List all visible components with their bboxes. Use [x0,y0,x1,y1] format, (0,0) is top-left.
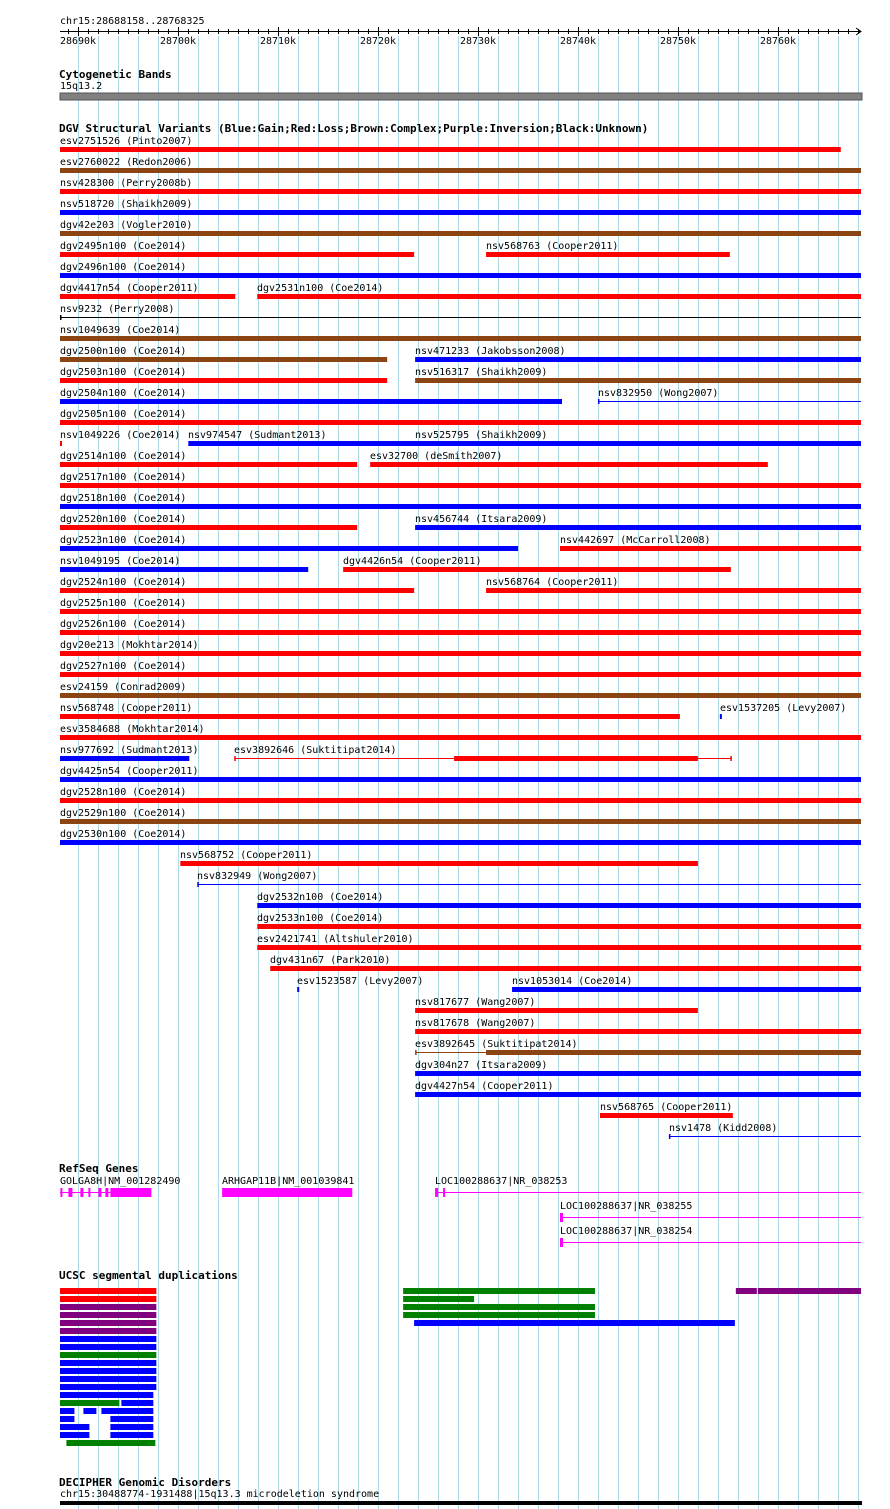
refseq-gene[interactable] [560,1201,861,1222]
segdup-block[interactable] [60,1328,156,1334]
dgv-variant-bar [60,336,861,341]
dgv-variant-label: dgv4426n54 (Cooper2011) [343,556,482,567]
dgv-variant-end [60,315,62,320]
dgv-variant[interactable] [60,745,198,761]
dgv-variant[interactable] [60,220,861,236]
dgv-variant-bar [720,714,722,719]
refseq-exon [435,1188,438,1197]
dgv-variant-bar [415,378,861,383]
dgv-variant-label: nsv1049195 (Coe2014) [60,556,181,567]
dgv-variant-bar [60,273,861,278]
dgv-variant-bar [415,1071,861,1076]
dgv-variant[interactable] [60,829,861,845]
dgv-variant-label: dgv431n67 (Park2010) [270,955,391,966]
dgv-variant[interactable] [343,556,731,572]
dgv-variant-bar [454,756,698,761]
decipher-feature-bar[interactable] [60,1501,862,1505]
dgv-variant-end [598,399,600,404]
refseq-gene-label: LOC100288637|NR_038254 [560,1226,693,1237]
dgv-variant-bar [257,945,861,950]
segdup-block[interactable] [60,1424,89,1430]
dgv-variant-bar [60,252,414,257]
dgv-variant-label: nsv442697 (McCarroll2008) [560,535,711,546]
segdup-block[interactable] [60,1320,156,1326]
dgv-variant[interactable] [60,451,357,467]
refseq-exon [88,1188,90,1197]
dgv-variant-bar [415,1092,861,1097]
dgv-variant[interactable] [60,808,861,824]
dgv-variant-label: dgv2526n100 (Coe2014) [60,619,187,630]
segdup-block[interactable] [110,1416,153,1422]
refseq-intron-line [560,1242,861,1243]
dgv-variant-label: dgv2503n100 (Coe2014) [60,367,187,378]
cytoband-track-title: Cytogenetic Bands [59,68,172,81]
ruler-tick-label: 28760k [759,36,797,47]
dgv-variant-bar [60,630,861,635]
dgv-variant-bar [60,840,861,845]
dgv-variant-bar [180,861,698,866]
dgv-variant-bar [600,1113,733,1118]
dgv-variant-label: dgv4425n54 (Cooper2011) [60,766,199,777]
dgv-variant-bar [60,399,562,404]
refseq-exon [105,1188,108,1197]
cytoband-label: 15q13.2 [60,81,103,92]
dgv-variant[interactable] [669,1123,861,1139]
dgv-variant-label: nsv1049639 (Coe2014) [60,325,181,336]
segdup-track-title: UCSC segmental duplications [59,1269,238,1282]
dgv-variant-bar [60,588,414,593]
dgv-variant-bar [60,798,861,803]
ruler-tick-label: 28690k [59,36,97,47]
refseq-gene[interactable] [560,1226,861,1247]
dgv-variant-bar [486,1050,861,1055]
dgv-track-title: DGV Structural Variants (Blue:Gain;Red:Loss;Brown:Complex;Purple:Inversion;Black:Unknown) [59,122,649,135]
dgv-variant[interactable] [370,451,768,467]
segdup-block[interactable] [101,1408,153,1414]
decipher-track[interactable] [59,1476,862,1505]
dgv-variant[interactable] [415,997,698,1013]
dgv-variant-bar [343,567,731,572]
dgv-variant-end [730,756,732,761]
dgv-variant-label: dgv2524n100 (Coe2014) [60,577,187,588]
dgv-variant-label: dgv2529n100 (Coe2014) [60,808,187,819]
dgv-variant-label: esv2421741 (Altshuler2010) [257,934,414,945]
dgv-variant[interactable] [60,199,861,215]
segdup-block[interactable] [60,1376,156,1382]
ruler-tick-label: 28740k [559,36,597,47]
dgv-variant[interactable] [197,871,861,887]
refseq-gene-label: LOC100288637|NR_038253 [435,1176,568,1187]
dgv-variant-bar [370,462,768,467]
segdup-block[interactable] [60,1288,156,1294]
dgv-variant-label: nsv1049226 (Coe2014) [60,430,181,441]
dgv-variant-bar [669,1136,861,1137]
segdup-block[interactable] [60,1400,119,1406]
segdup-block[interactable] [60,1392,153,1398]
dgv-variant-label: nsv525795 (Shaikh2009) [415,430,548,441]
dgv-variant-label: dgv2495n100 (Coe2014) [60,241,187,252]
refseq-gene[interactable] [222,1176,354,1197]
segdup-block[interactable] [121,1400,153,1406]
dgv-variant-bar [60,210,861,215]
dgv-variant[interactable] [60,766,861,782]
dgv-variant-bar [415,441,861,446]
dgv-variant-label: nsv568765 (Cooper2011) [600,1102,733,1113]
dgv-variant[interactable] [598,388,861,404]
segdup-block[interactable] [66,1440,155,1446]
dgv-variant-label: nsv568763 (Cooper2011) [486,241,619,252]
dgv-variant[interactable] [60,178,861,194]
dgv-variant-label: dgv4427n54 (Cooper2011) [415,1081,554,1092]
segdup-block[interactable] [60,1384,156,1390]
refseq-gene-label: ARHGAP11B|NM_001039841 [222,1176,355,1187]
dgv-variant-label: dgv2527n100 (Coe2014) [60,661,187,672]
segdup-block[interactable] [403,1288,595,1294]
dgv-variant-label: nsv428300 (Perry2008b) [60,178,193,189]
dgv-variant-label: dgv2517n100 (Coe2014) [60,472,187,483]
dgv-variant-bar [197,884,861,885]
dgv-variant-bar [270,966,861,971]
segdup-block[interactable] [60,1304,156,1310]
dgv-variant-label: dgv2514n100 (Coe2014) [60,451,187,462]
dgv-variant-label: dgv42e203 (Vogler2010) [60,220,193,231]
refseq-intron-line [435,1192,861,1193]
dgv-variant[interactable] [60,640,861,656]
segdup-block[interactable] [736,1288,757,1294]
dgv-variant-label: dgv2496n100 (Coe2014) [60,262,187,273]
refseq-cds [222,1188,352,1197]
dgv-variant-end [415,1050,417,1055]
dgv-variant-bar [60,462,357,467]
dgv-variant-label: nsv568764 (Cooper2011) [486,577,619,588]
dgv-variant-bar [415,1008,698,1013]
dgv-variant-bar [60,735,861,740]
dgv-variant[interactable] [60,136,841,152]
segdup-block[interactable] [60,1336,156,1342]
dgv-variant-label: dgv2518n100 (Coe2014) [60,493,187,504]
refseq-track-title: RefSeq Genes [59,1162,139,1175]
decipher-track-title: DECIPHER Genomic Disorders [59,1476,232,1489]
dgv-variant-bar [60,441,62,446]
dgv-variant-bar [60,819,861,824]
dgv-variant-bar [415,1029,861,1034]
segdup-block[interactable] [83,1408,96,1414]
ruler-tick-label: 28700k [159,36,197,47]
refseq-exon [80,1188,83,1197]
dgv-variant-bar [60,294,235,299]
dgv-variant[interactable] [60,661,861,677]
dgv-variant[interactable] [60,535,518,551]
segdup-block[interactable] [60,1296,156,1302]
dgv-variant-bar [60,189,861,194]
dgv-variant-label: dgv2504n100 (Coe2014) [60,388,187,399]
dgv-variant-label: dgv2523n100 (Coe2014) [60,535,187,546]
refseq-exon [68,1188,72,1197]
dgv-variant-label: dgv2505n100 (Coe2014) [60,409,187,420]
dgv-variant-label: nsv568752 (Cooper2011) [180,850,313,861]
dgv-variant-bar [415,357,861,362]
dgv-variant-label: esv24159 (Conrad2009) [60,682,187,693]
dgv-variant-bar [297,987,299,992]
dgv-variant-label: nsv974547 (Sudmant2013) [188,430,327,441]
dgv-variant-bar [60,546,518,551]
segdup-block[interactable] [60,1344,156,1350]
refseq-genes-track[interactable] [59,1162,861,1247]
refseq-intron-line [560,1217,861,1218]
dgv-variant[interactable] [486,577,861,593]
dgv-variant-bar [60,777,861,782]
dgv-variant-label: dgv304n27 (Itsara2009) [415,1060,548,1071]
segdup-block[interactable] [60,1312,156,1318]
segdup-block[interactable] [110,1424,153,1430]
refseq-gene-label: LOC100288637|NR_038255 [560,1201,693,1212]
dgv-variant[interactable] [60,577,414,593]
dgv-variant-bar [60,168,861,173]
dgv-variant-label: esv3584688 (Mokhtar2014) [60,724,205,735]
dgv-variant-bar [60,672,861,677]
dgv-variant-end [197,882,199,887]
dgv-variant[interactable] [60,703,680,719]
dgv-variant[interactable] [60,241,414,257]
segdup-block[interactable] [403,1296,474,1302]
segdup-block[interactable] [403,1312,595,1318]
dgv-variant[interactable] [60,325,861,341]
dgv-variant-label: dgv2532n100 (Coe2014) [257,892,384,903]
dgv-variant-end [669,1134,671,1139]
position-label: chr15:28688158..28768325 [60,16,205,27]
dgv-variant-bar [486,252,730,257]
dgv-variant-bar [415,525,861,530]
dgv-track[interactable] [59,122,861,1139]
dgv-variant-bar [60,504,861,509]
ruler-tick-label: 28710k [259,36,297,47]
dgv-variant-bar [60,567,308,572]
dgv-variant[interactable] [60,724,861,740]
dgv-variant[interactable] [600,1102,733,1118]
dgv-variant-label: nsv1053014 (Coe2014) [512,976,633,987]
dgv-variant-bar [257,924,861,929]
dgv-variant-label: esv2751526 (Pinto2007) [60,136,193,147]
dgv-variant[interactable] [60,157,861,173]
ruler-tick-label: 28720k [359,36,397,47]
dgv-variant-bar [60,357,387,362]
dgv-variant[interactable] [560,535,861,551]
segdup-block[interactable] [403,1304,595,1310]
dgv-variant-label: nsv832950 (Wong2007) [598,388,719,399]
dgv-variant-label: dgv2531n100 (Coe2014) [257,283,384,294]
segdup-block[interactable] [110,1432,153,1438]
dgv-variant-label: nsv1478 (Kidd2008) [669,1123,778,1134]
dgv-variant-bar [60,714,680,719]
dgv-variant[interactable] [512,976,861,992]
dgv-variant[interactable] [60,514,357,530]
dgv-variant-label: nsv568748 (Cooper2011) [60,703,193,714]
segdup-track[interactable] [59,1269,861,1446]
dgv-variant-bar [60,609,861,614]
segdup-block[interactable] [60,1408,74,1414]
dgv-variant-label: esv1523587 (Levy2007) [297,976,424,987]
dgv-variant-label: dgv2528n100 (Coe2014) [60,787,187,798]
dgv-variant-label: nsv817678 (Wang2007) [415,1018,536,1029]
dgv-variant[interactable] [60,388,562,404]
dgv-variant-bar [257,294,861,299]
dgv-variant-bar [60,483,861,488]
dgv-variant-bar [257,903,861,908]
dgv-variant[interactable] [60,682,861,698]
segdup-block[interactable] [414,1320,735,1326]
dgv-variant-bar [60,231,861,236]
refseq-exon [560,1213,563,1222]
dgv-variant-label: nsv977692 (Sudmant2013) [60,745,199,756]
dgv-variant-bar [598,401,861,402]
segdup-block[interactable] [60,1368,156,1374]
dgv-variant[interactable] [60,472,861,488]
dgv-variant-label: nsv518720 (Shaikh2009) [60,199,193,210]
dgv-variant-label: nsv832949 (Wong2007) [197,871,318,882]
dgv-variant-label: esv1537205 (Levy2007) [720,703,847,714]
decipher-feature-label: chr15:30488774-1931488|15q13.3 microdeletion syndrome [60,1489,380,1500]
dgv-variant[interactable] [234,745,732,761]
dgv-variant-bar [60,317,861,318]
segdup-block[interactable] [60,1352,156,1358]
dgv-variant-label: dgv20e213 (Mokhtar2014) [60,640,199,651]
dgv-variant-label: nsv471233 (Jakobsson2008) [415,346,566,357]
dgv-variant-label: dgv4417n54 (Cooper2011) [60,283,199,294]
refseq-exon [560,1238,563,1247]
dgv-variant-bar [512,987,861,992]
dgv-variant-bar [60,693,861,698]
dgv-variant-bar [560,546,861,551]
dgv-variant[interactable] [60,556,308,572]
dgv-variant-label: dgv2500n100 (Coe2014) [60,346,187,357]
cytoband-15q13-2[interactable] [60,93,862,100]
dgv-variant-label: dgv2530n100 (Coe2014) [60,829,187,840]
dgv-variant-label: nsv456744 (Itsara2009) [415,514,548,525]
dgv-variant[interactable] [486,241,730,257]
dgv-variant-label: dgv2533n100 (Coe2014) [257,913,384,924]
dgv-variant-end [234,756,236,761]
refseq-cds [110,1188,151,1197]
dgv-variant-bar [60,525,357,530]
dgv-variant-label: esv2760022 (Redon2006) [60,157,193,168]
dgv-variant-label: dgv2525n100 (Coe2014) [60,598,187,609]
dgv-variant[interactable] [297,976,423,992]
position-ruler [60,16,861,47]
dgv-variant-label: nsv516317 (Shaikh2009) [415,367,548,378]
segdup-block[interactable] [60,1416,74,1422]
dgv-variant-label: nsv817677 (Wang2007) [415,997,536,1008]
segdup-block[interactable] [60,1432,89,1438]
segdup-block[interactable] [758,1288,861,1294]
dgv-variant[interactable] [60,598,861,614]
refseq-gene-label: GOLGA8H|NM_001282490 [60,1176,181,1187]
dgv-variant-bar [60,147,841,152]
dgv-variant[interactable] [60,619,861,635]
cytoband-track[interactable] [59,68,862,100]
refseq-exon [60,1188,62,1197]
dgv-variant[interactable] [60,787,861,803]
dgv-variant-label: nsv9232 (Perry2008) [60,304,175,315]
dgv-variant-bar [486,588,861,593]
dgv-variant-bar [60,651,861,656]
ruler-tick-label: 28730k [459,36,497,47]
dgv-variant[interactable] [60,409,861,425]
dgv-variant[interactable] [60,493,861,509]
dgv-variant[interactable] [60,304,861,320]
dgv-variant[interactable] [60,262,861,278]
dgv-variant-bar [60,420,861,425]
dgv-variant-label: esv3892646 (Suktitipat2014) [234,745,397,756]
dgv-variant[interactable] [60,283,235,299]
refseq-exon [443,1188,445,1197]
dgv-variant-label: esv32700 (deSmith2007) [370,451,503,462]
dgv-variant-bar [60,756,189,761]
dgv-variant-label: dgv2520n100 (Coe2014) [60,514,187,525]
segdup-block[interactable] [60,1360,156,1366]
dgv-variant-bar [60,378,387,383]
ruler-tick-label: 28750k [659,36,697,47]
refseq-exon [98,1188,101,1197]
dgv-variant-label: esv3892645 (Suktitipat2014) [415,1039,578,1050]
dgv-variant[interactable] [270,955,861,971]
